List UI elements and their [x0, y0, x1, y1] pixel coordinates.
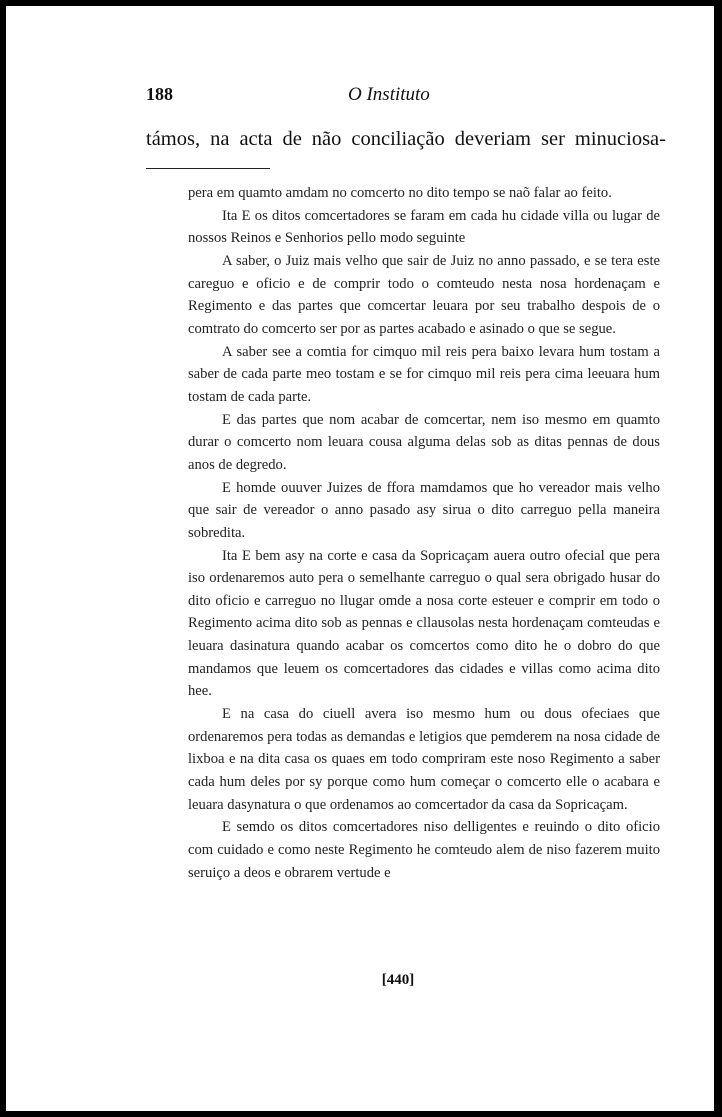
footer-page-marker: [6, 972, 714, 989]
paragraph: pera em quamto amdam no comcerto no dito tempo se naõ falar ao feito.: [188, 185, 612, 201]
paragraph: E homde ouuver Juizes de ffora mamdamos que ho vereador mais velho que sair de vereador o anno pasado asy sirua o dito carreguo pella maneira sobredita.: [188, 479, 660, 541]
paragraph: E das partes que nom acabar de comcertar, nem iso mesmo em quamto durar o comcerto nom leuara cousa alguma delas sob as ditas pennas de dous anos de degredo.: [188, 411, 660, 473]
paragraph: A saber see a comtia for cimquo mil reis pera baixo levara hum tostam a saber de cada parte meo tostam e se for cimquo mil reis pera cima leeuara hum tostam de cada parte.: [188, 343, 660, 405]
paragraph: Ita E os ditos comcertadores se faram em cada hu cidade villa ou lugar de nossos Reinos e Senhorios pello modo seguinte: [188, 207, 660, 247]
running-title: O Instituto: [348, 84, 430, 105]
footnote-divider: [146, 168, 270, 169]
paragraph: A saber, o Juiz mais velho que sair de Juiz no anno passado, e se tera este careguo e oficio e de comprir todo o comteudo nesta nosa hordenaçam e Regimento e das partes que comcertar leuara por seu trabalho despois de o comtrato do comcerto ser por as partes acabado e asinado o que se segue.: [188, 252, 660, 337]
footer-page-number: [440]: [381, 972, 415, 988]
document-page: [6, 6, 714, 1111]
paragraph: E na casa do ciuell avera iso mesmo hum ou dous ofeciaes que ordenaremos pera todas as demandas e letigios que pemderem na nosa cidade de lixboa e na dita casa os quaes em todo compriram este noso Regimento a saber cada hum deles por sy porque como hum começar o comcerto elle o acabara e leuara dasynatura o que ordenamos ao comcertador da casa da Sopricaçam.: [188, 706, 660, 813]
page-number: 188: [146, 84, 173, 104]
paragraph: E semdo os ditos comcertadores niso delligentes e reuindo o dito oficio com cuidado e como neste Regimento he comteudo alem de niso fazerem muito seruiço a deos e obrarem vertude e: [188, 819, 660, 881]
lead-line: támos, na acta de não conciliação deveriam ser minuciosa-: [146, 128, 666, 150]
quoted-text-block: [188, 182, 660, 884]
paragraph: Ita E bem asy na corte e casa da Sopricaçam auera outro ofecial que pera iso ordenaremos auto pera o semelhante carreguo o qual sera obrigado husar do dito oficio e carreguo no llugar omde a nosa corte esteuer e comprir em todo o Regimento acima dito sob as pennas e cllausolas nesta hordenaçam comteudas e leuara dasinatura quando acabar os comcertos como dito he o dobro do que mandamos que leuem os comcertadores das cidades e villas como acima dito hee.: [188, 547, 660, 700]
